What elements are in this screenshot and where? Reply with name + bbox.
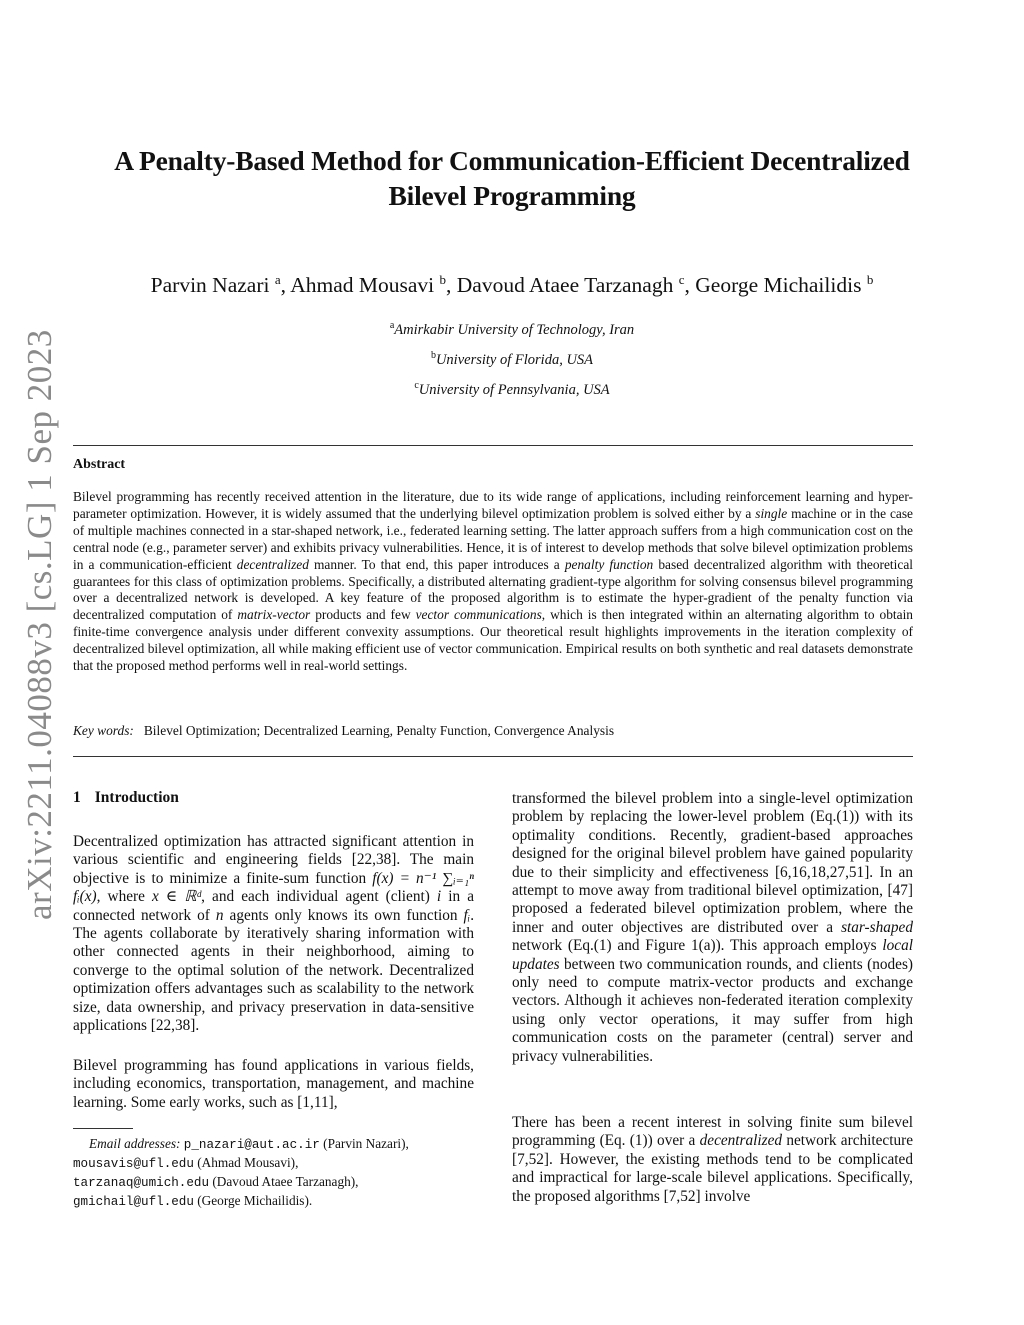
affiliation-text: University of Pennsylvania, USA bbox=[418, 381, 610, 398]
title-line-2: Bilevel Programming bbox=[388, 180, 636, 211]
math-inline: x ∈ ℝᵈ bbox=[152, 888, 202, 906]
email-link[interactable]: mousavis@ufl.edu bbox=[73, 1157, 194, 1171]
email-link[interactable]: p_nazari@aut.ac.ir bbox=[183, 1138, 320, 1152]
affiliation-mark: b bbox=[430, 350, 436, 361]
keywords-label: Key words: bbox=[73, 723, 134, 738]
author-name: Davoud Ataee Tarzanagh bbox=[456, 273, 674, 298]
arxiv-identifier: arXiv:2211.04088v3 [cs.LG] 1 Sep 2023 bbox=[20, 329, 59, 920]
abstract-bottom-rule bbox=[73, 756, 913, 757]
affiliation bbox=[60, 380, 964, 399]
keywords-text: Bilevel Optimization; Decentralized Learning, Penalty Function, Convergence Analysis bbox=[143, 723, 615, 738]
author-name: George Michailidis bbox=[695, 273, 862, 298]
intro-paragraph-4: There has been a recent interest in solving finite sum bilevel programming (Eq. (1)) over a decentralized network architecture [7,52]. However, the existing methods tend to be complicated and impractical for large-scale bilevel applications. Specifically, the proposed algorithms [7,52] involve bbox=[512, 1114, 913, 1205]
affiliation-mark: c bbox=[414, 380, 419, 391]
footnote-rule bbox=[73, 1128, 133, 1129]
affiliation-mark: a bbox=[389, 320, 395, 331]
abstract-heading: Abstract bbox=[73, 457, 126, 472]
author-name: Ahmad Mousavi bbox=[290, 273, 435, 298]
math-inline: fᵢ bbox=[463, 906, 471, 924]
title-line-1: A Penalty-Based Method for Communication-Efficient Decentralized bbox=[114, 145, 910, 176]
email-footnote: Email addresses: p_nazari@aut.ac.ir (Parvin Nazari), mousavis@ufl.edu (Ahmad Mousavi), tarzanaq@umich.edu (Davoud Ataee Tarzanagh), gmichail@ufl.edu (George Michailidis). bbox=[73, 1136, 409, 1209]
intro-paragraph-3: transformed the bilevel problem into a single-level optimization problem by replacing the lower-level problem (Eq.(1)) with its optimality conditions. Recently, gradient-based approaches designed for the original bilevel problem have gained popularity due to their simplicity and effectiveness [6,16,18,27,51]. In an attempt to move away from traditional bilevel optimization, [47] proposed a federated bilevel optimization problem, where the inner and outer objectives are distributed over a star-shaped network (Eq.(1) and Figure 1(a)). This approach employs local updates between two communication rounds, and clients (nodes) only need to compute matrix-vector products and exchange vectors. Although it achieves non-federated iteration complexity using only vector operations, it may suffer from high communication costs on the parameter (central) server and privacy vulnerabilities. bbox=[512, 790, 913, 1065]
math-inline: i bbox=[436, 888, 442, 906]
author-affil-mark: b bbox=[866, 272, 874, 287]
paper-title bbox=[60, 143, 964, 213]
section-title: Introduction bbox=[94, 789, 179, 806]
author-affil-mark: a bbox=[274, 272, 281, 287]
abstract-body: Bilevel programming has recently received attention in the literature, due to its wide range of applications, including reinforcement learning and hyper-parameter optimization. However, it is widely assumed that the underlying bilevel optimization problem is solved either by a single machine or in the case of multiple machines connected in a star-shaped network, i.e., federated learning setting. The latter approach suffers from a high communication cost on the central node (e.g., parameter server) and exhibits privacy vulnerabilities. Hence, it is of interest to develop methods that solve bilevel optimization problems in a communication-efficient decentralized manner. To that end, this paper introduces a penalty function based decentralized algorithm with theoretical guarantees for this class of optimization problems. Specifically, a distributed alternating gradient-type algorithm for solving consensus bilevel programming over a decentralized network is developed. A key feature of the proposed algorithm is to estimate the hyper-gradient of the penalty function via decentralized computation of matrix-vector products and few vector communications, which is then integrated within an alternating algorithm to obtain finite-time convergence analysis under different convexity assumptions. Our theoretical result highlights improvements in the iteration complexity of decentralized bilevel optimization, all while making efficient use of vector communication. Empirical results on both synthetic and real datasets demonstrate that the proposed method performs well in real-world settings. bbox=[73, 489, 914, 674]
section-number: 1 bbox=[73, 789, 81, 806]
author-list: Parvin Nazari $^a$, Ahmad Mousavi $^b$, Davoud Ataee Tarzanagh $^c$, George Michailidis $^b$ bbox=[150, 272, 874, 298]
affiliation-text: Amirkabir University of Technology, Iran bbox=[394, 321, 635, 338]
author-name: Parvin Nazari bbox=[150, 273, 270, 298]
intro-paragraph-2: Bilevel programming has found applications in various fields, including economics, transportation, management, and machine learning. Some early works, such as [1,11], bbox=[73, 1057, 474, 1111]
footnote-label: Email addresses: bbox=[89, 1136, 181, 1151]
email-link[interactable]: tarzanaq@umich.edu bbox=[73, 1176, 210, 1190]
math-inline: f(x) = n⁻¹ ∑ᵢ₌₁ⁿ fᵢ(x) bbox=[73, 869, 474, 906]
section-heading bbox=[73, 789, 179, 807]
email-link[interactable]: gmichail@ufl.edu bbox=[73, 1195, 194, 1209]
affiliation bbox=[60, 320, 964, 339]
math-inline: n bbox=[215, 906, 224, 924]
author-affil-mark: b bbox=[439, 272, 446, 287]
intro-paragraph-1: Decentralized optimization has attracted significant attention in various scientific and engineering fields [22,38]. The main objective is to minimize a finite-sum function f(x) = n⁻¹ ∑ᵢ₌₁ⁿ fᵢ(x), where x ∈ ℝᵈ, and each individual agent (client) i in a connected network of n agents only knows its own function fᵢ. The agents collaborate by iteratively sharing information with other connected agents in their neighborhood, aiming to converge to the optimal solution of the network. Decentralized optimization offers advantages such as scalability to the network size, data ownership, and privacy preservation in data-sensitive applications [22,38]. bbox=[73, 833, 475, 1035]
affiliation-text: University of Florida, USA bbox=[435, 351, 594, 368]
keywords bbox=[73, 723, 614, 739]
affiliation bbox=[60, 350, 964, 369]
author-affil-mark: c bbox=[678, 272, 685, 287]
abstract-top-rule bbox=[73, 445, 913, 446]
